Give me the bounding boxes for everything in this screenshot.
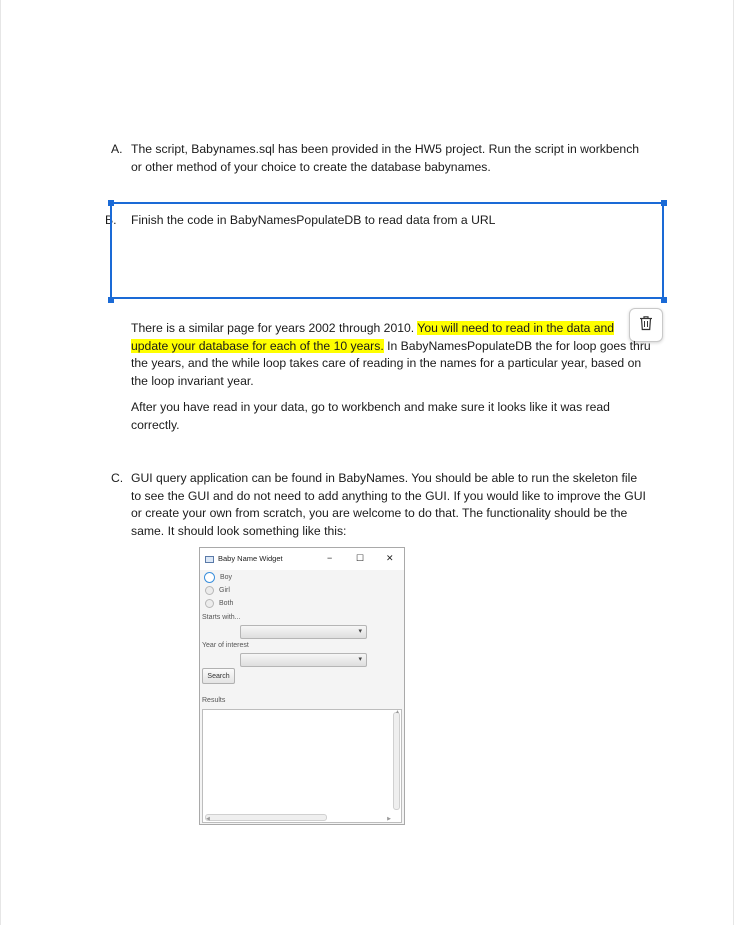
results-label: Results — [202, 697, 226, 704]
close-icon: ✕ — [386, 553, 394, 563]
radio-both — [205, 599, 233, 608]
item-b-text[interactable]: Finish the code in BabyNamesPopulateDB to read data from a URL — [131, 213, 496, 227]
item-c-line4: same. It should look something like this: — [131, 523, 347, 538]
radio-label-girl: Girl — [219, 587, 230, 594]
radio-unselected-icon — [205, 586, 214, 595]
resize-handle-bottom-right[interactable] — [661, 297, 667, 303]
app-window-icon — [205, 556, 214, 563]
item-a-line2: or other method of your choice to create the database babynames. — [131, 159, 491, 174]
scroll-left-icon: ◀ — [206, 816, 210, 822]
similar-page-text: There is a similar page for years 2002 through 2010. — [131, 321, 418, 335]
horizontal-scrollbar — [205, 814, 327, 821]
list-marker-a: A. — [111, 142, 123, 156]
after-read-line2: correctly. — [131, 417, 180, 432]
item-c-text[interactable] — [131, 470, 646, 540]
similar-page-paragraph[interactable] — [131, 320, 651, 390]
list-marker-b: B. — [105, 213, 117, 227]
item-c-line2: to see the GUI and do not need to add anything to the GUI. If you would like to improve the GUI — [131, 488, 646, 503]
search-button: Search — [202, 668, 235, 684]
list-marker-c: C. — [111, 471, 124, 485]
chevron-down-icon: ▾ — [358, 656, 362, 663]
gui-screenshot-image[interactable] — [199, 547, 405, 825]
item-a-line1: The script, Babynames.sql has been provided in the HW5 project. Run the script in workbench — [131, 142, 640, 156]
widget-title: Baby Name Widget — [218, 554, 283, 563]
starts-with-combo — [240, 625, 367, 639]
highlighted-text-2: update your database for each of the 10 years. — [131, 338, 384, 353]
resize-handle-bottom-left[interactable] — [108, 297, 114, 303]
vertical-scrollbar — [393, 712, 400, 810]
similar-page-line4: the loop invariant year. — [131, 373, 254, 388]
item-a-text[interactable] — [131, 141, 639, 176]
selection-frame[interactable] — [110, 202, 664, 299]
chevron-down-icon: ▾ — [358, 628, 362, 635]
radio-unselected-icon — [205, 599, 214, 608]
radio-label-boy: Boy — [220, 574, 233, 581]
year-combo — [240, 653, 367, 667]
after-read-line1: After you have read in your data, go to workbench and make sure it looks like it was read — [131, 400, 610, 414]
radio-girl — [205, 586, 230, 595]
resize-handle-top-left[interactable] — [108, 200, 114, 206]
resize-handle-top-right[interactable] — [661, 200, 667, 206]
year-label: Year of interest — [202, 642, 249, 649]
highlighted-text-1: You will need to read in the data and — [417, 321, 615, 335]
radio-boy — [204, 572, 232, 583]
results-textarea — [202, 709, 402, 823]
scroll-up-icon: ▲ — [395, 709, 400, 715]
scroll-right-icon: ▶ — [387, 816, 391, 822]
radio-selected-icon — [204, 572, 215, 583]
starts-with-label: Starts with... — [202, 614, 241, 621]
minimize-icon: − — [327, 553, 333, 563]
similar-page-line3: the years, and the while loop takes care of reading in the names for a particular year, based on — [131, 356, 642, 370]
maximize-icon: ☐ — [356, 553, 365, 563]
item-c-line3: or create your own from scratch, you are welcome to do that. The functionality should be the — [131, 506, 628, 520]
widget-titlebar — [200, 548, 404, 570]
radio-label-both: Both — [219, 600, 234, 607]
after-read-paragraph[interactable] — [131, 399, 610, 434]
loop-text: In BabyNamesPopulateDB the for loop goes thru — [383, 338, 651, 353]
item-c-line1: GUI query application can be found in BabyNames. You should be able to run the skeleton file — [131, 471, 638, 485]
